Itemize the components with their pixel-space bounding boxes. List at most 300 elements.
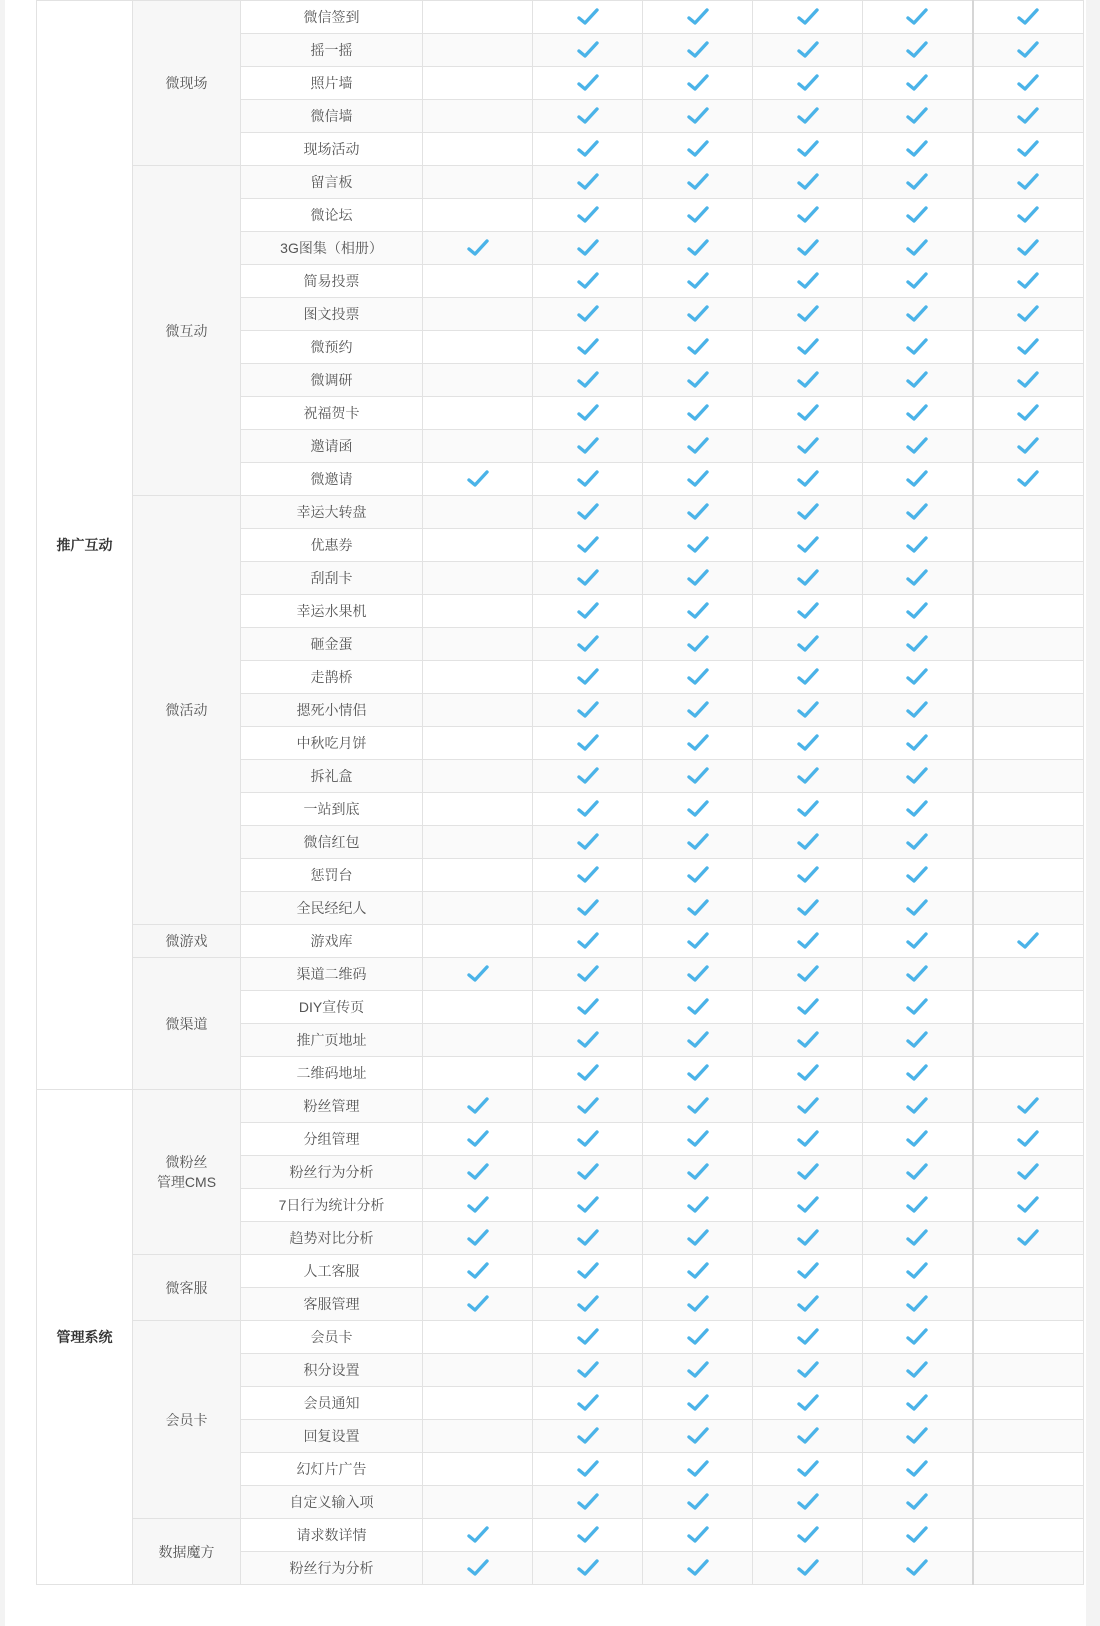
check-icon <box>797 1295 819 1313</box>
plan-cell <box>863 1057 973 1090</box>
plan-cell <box>863 1321 973 1354</box>
plan-cell <box>863 463 973 496</box>
check-icon <box>797 668 819 686</box>
plan-cell <box>533 562 643 595</box>
check-icon <box>906 1493 928 1511</box>
plan-cell <box>863 1354 973 1387</box>
feature-label: 请求数详情 <box>241 1519 423 1552</box>
check-icon <box>797 107 819 125</box>
plan-cell <box>863 661 973 694</box>
check-icon <box>906 734 928 752</box>
plan-cell <box>973 1156 1084 1189</box>
plan-cell <box>973 430 1084 463</box>
feature-label: 粉丝管理 <box>241 1090 423 1123</box>
plan-cell <box>423 1453 533 1486</box>
check-icon <box>687 668 709 686</box>
check-icon <box>687 635 709 653</box>
group-label: 微互动 <box>133 166 241 496</box>
plan-cell <box>423 1123 533 1156</box>
plan-cell <box>533 1123 643 1156</box>
feature-label: 一站到底 <box>241 793 423 826</box>
check-icon <box>906 206 928 224</box>
plan-cell <box>643 298 753 331</box>
plan-cell <box>423 1552 533 1585</box>
plan-cell <box>533 595 643 628</box>
check-icon <box>687 1295 709 1313</box>
check-icon <box>797 470 819 488</box>
plan-cell <box>533 1090 643 1123</box>
check-icon <box>797 8 819 26</box>
plan-cell <box>643 463 753 496</box>
check-icon <box>467 1559 489 1577</box>
plan-cell <box>533 1255 643 1288</box>
plan-cell <box>973 562 1084 595</box>
check-icon <box>797 767 819 785</box>
plan-cell <box>753 232 863 265</box>
check-icon <box>467 965 489 983</box>
check-icon <box>797 239 819 257</box>
plan-cell <box>753 1519 863 1552</box>
plan-cell <box>423 1189 533 1222</box>
check-icon <box>1017 239 1039 257</box>
check-icon <box>906 74 928 92</box>
plan-cell <box>863 958 973 991</box>
plan-cell <box>753 67 863 100</box>
plan-cell <box>643 331 753 364</box>
check-icon <box>906 503 928 521</box>
check-icon <box>906 536 928 554</box>
feature-label: 幻灯片广告 <box>241 1453 423 1486</box>
plan-cell <box>423 1090 533 1123</box>
check-icon <box>797 734 819 752</box>
feature-label: 分组管理 <box>241 1123 423 1156</box>
plan-cell <box>863 1453 973 1486</box>
plan-cell <box>423 133 533 166</box>
check-icon <box>687 701 709 719</box>
group-label: 微游戏 <box>133 925 241 958</box>
check-icon <box>906 140 928 158</box>
feature-label: 渠道二维码 <box>241 958 423 991</box>
check-icon <box>687 1196 709 1214</box>
check-icon <box>797 74 819 92</box>
check-icon <box>577 1262 599 1280</box>
plan-cell <box>753 958 863 991</box>
check-icon <box>906 437 928 455</box>
check-icon <box>797 272 819 290</box>
plan-cell <box>863 133 973 166</box>
plan-cell <box>423 397 533 430</box>
feature-label: 微邀请 <box>241 463 423 496</box>
plan-cell <box>423 463 533 496</box>
plan-cell <box>753 100 863 133</box>
plan-cell <box>423 199 533 232</box>
plan-cell <box>753 1453 863 1486</box>
plan-cell <box>753 991 863 1024</box>
plan-cell <box>973 34 1084 67</box>
plan-cell <box>643 166 753 199</box>
plan-cell <box>533 298 643 331</box>
check-icon <box>797 965 819 983</box>
plan-cell <box>973 1321 1084 1354</box>
check-icon <box>687 767 709 785</box>
plan-cell <box>643 100 753 133</box>
group-label: 会员卡 <box>133 1321 241 1519</box>
check-icon <box>687 41 709 59</box>
plan-cell <box>423 925 533 958</box>
check-icon <box>687 140 709 158</box>
check-icon <box>797 1229 819 1247</box>
check-icon <box>467 1295 489 1313</box>
plan-cell <box>423 364 533 397</box>
check-icon <box>577 932 599 950</box>
plan-cell <box>973 1288 1084 1321</box>
plan-cell <box>533 166 643 199</box>
plan-cell <box>753 364 863 397</box>
plan-cell <box>753 265 863 298</box>
check-icon <box>577 899 599 917</box>
plan-cell <box>973 1519 1084 1552</box>
plan-cell <box>753 1123 863 1156</box>
plan-cell <box>753 1420 863 1453</box>
plan-cell <box>423 1420 533 1453</box>
plan-cell <box>533 661 643 694</box>
plan-cell <box>863 364 973 397</box>
plan-cell <box>533 34 643 67</box>
plan-cell <box>973 529 1084 562</box>
check-icon <box>797 998 819 1016</box>
plan-cell <box>423 331 533 364</box>
plan-cell <box>423 1222 533 1255</box>
table-row <box>37 1090 1084 1123</box>
plan-cell <box>973 1123 1084 1156</box>
check-icon <box>797 1559 819 1577</box>
check-icon <box>577 965 599 983</box>
check-icon <box>577 503 599 521</box>
plan-cell <box>533 859 643 892</box>
check-icon <box>577 1295 599 1313</box>
check-icon <box>577 833 599 851</box>
check-icon <box>1017 173 1039 191</box>
plan-cell <box>753 1288 863 1321</box>
plan-cell <box>753 1024 863 1057</box>
plan-cell <box>863 166 973 199</box>
check-icon <box>687 1493 709 1511</box>
plan-cell <box>643 1288 753 1321</box>
check-icon <box>797 1097 819 1115</box>
plan-cell <box>423 1519 533 1552</box>
check-icon <box>467 1097 489 1115</box>
check-icon <box>577 536 599 554</box>
feature-label: 优惠券 <box>241 529 423 562</box>
check-icon <box>577 206 599 224</box>
table-row <box>37 496 1084 529</box>
feature-label: 幸运大转盘 <box>241 496 423 529</box>
check-icon <box>467 1229 489 1247</box>
plan-cell <box>973 463 1084 496</box>
plan-cell <box>643 199 753 232</box>
plan-cell <box>533 628 643 661</box>
plan-cell <box>973 694 1084 727</box>
check-icon <box>906 173 928 191</box>
plan-cell <box>753 496 863 529</box>
check-icon <box>577 1361 599 1379</box>
feature-label: 微信红包 <box>241 826 423 859</box>
plan-cell <box>753 694 863 727</box>
plan-cell <box>753 595 863 628</box>
plan-cell <box>863 1090 973 1123</box>
check-icon <box>797 833 819 851</box>
plan-cell <box>863 859 973 892</box>
feature-label: 推广页地址 <box>241 1024 423 1057</box>
check-icon <box>797 173 819 191</box>
plan-cell <box>753 1552 863 1585</box>
check-icon <box>906 41 928 59</box>
plan-cell <box>533 1156 643 1189</box>
check-icon <box>906 899 928 917</box>
plan-cell <box>973 760 1084 793</box>
plan-cell <box>533 331 643 364</box>
check-icon <box>687 536 709 554</box>
plan-cell <box>973 1 1084 34</box>
check-icon <box>577 140 599 158</box>
check-icon <box>577 1196 599 1214</box>
check-icon <box>906 239 928 257</box>
feature-label: 会员卡 <box>241 1321 423 1354</box>
plan-cell <box>973 1453 1084 1486</box>
plan-cell <box>753 1156 863 1189</box>
plan-cell <box>973 166 1084 199</box>
feature-label: 微论坛 <box>241 199 423 232</box>
feature-label: 自定义输入项 <box>241 1486 423 1519</box>
feature-label: 人工客服 <box>241 1255 423 1288</box>
plan-cell <box>863 199 973 232</box>
plan-cell <box>533 100 643 133</box>
plan-cell <box>423 1321 533 1354</box>
group-label: 微渠道 <box>133 958 241 1090</box>
plan-cell <box>753 1354 863 1387</box>
check-icon <box>1017 932 1039 950</box>
check-icon <box>797 1361 819 1379</box>
check-icon <box>577 239 599 257</box>
plan-cell <box>643 232 753 265</box>
check-icon <box>1017 206 1039 224</box>
plan-cell <box>863 1 973 34</box>
check-icon <box>687 1262 709 1280</box>
check-icon <box>906 833 928 851</box>
plan-cell <box>753 892 863 925</box>
check-icon <box>906 404 928 422</box>
plan-cell <box>753 529 863 562</box>
check-icon <box>577 338 599 356</box>
plan-cell <box>863 34 973 67</box>
plan-cell <box>533 364 643 397</box>
check-icon <box>797 866 819 884</box>
table-row <box>37 925 1084 958</box>
plan-cell <box>753 1255 863 1288</box>
plan-cell <box>863 628 973 661</box>
plan-cell <box>533 793 643 826</box>
plan-cell <box>533 892 643 925</box>
group-label: 微活动 <box>133 496 241 925</box>
check-icon <box>797 305 819 323</box>
plan-cell <box>643 430 753 463</box>
plan-cell <box>643 1156 753 1189</box>
check-icon <box>906 767 928 785</box>
check-icon <box>687 965 709 983</box>
feature-label: 走鹊桥 <box>241 661 423 694</box>
plan-cell <box>643 925 753 958</box>
feature-label: 积分设置 <box>241 1354 423 1387</box>
check-icon <box>797 371 819 389</box>
plan-cell <box>973 1255 1084 1288</box>
check-icon <box>687 734 709 752</box>
check-icon <box>906 701 928 719</box>
plan-cell <box>863 1519 973 1552</box>
check-icon <box>687 1064 709 1082</box>
plan-cell <box>753 34 863 67</box>
check-icon <box>797 404 819 422</box>
check-icon <box>577 8 599 26</box>
check-icon <box>797 503 819 521</box>
plan-cell <box>533 529 643 562</box>
check-icon <box>687 107 709 125</box>
plan-cell <box>533 265 643 298</box>
plan-cell <box>423 1156 533 1189</box>
plan-cell <box>973 1387 1084 1420</box>
check-icon <box>906 1361 928 1379</box>
plan-cell <box>423 232 533 265</box>
check-icon <box>797 932 819 950</box>
check-icon <box>577 734 599 752</box>
plan-cell <box>643 991 753 1024</box>
table-row <box>37 1519 1084 1552</box>
check-icon <box>797 1031 819 1049</box>
feature-label: 游戏库 <box>241 925 423 958</box>
check-icon <box>906 1064 928 1082</box>
plan-cell <box>753 430 863 463</box>
plan-cell <box>533 1321 643 1354</box>
check-icon <box>906 1460 928 1478</box>
plan-cell <box>533 1 643 34</box>
plan-cell <box>533 1288 643 1321</box>
check-icon <box>577 173 599 191</box>
plan-cell <box>533 1057 643 1090</box>
check-icon <box>577 107 599 125</box>
plan-cell <box>863 1255 973 1288</box>
check-icon <box>797 1196 819 1214</box>
plan-cell <box>863 1486 973 1519</box>
plan-cell <box>863 925 973 958</box>
check-icon <box>687 866 709 884</box>
check-icon <box>906 932 928 950</box>
plan-cell <box>423 595 533 628</box>
plan-cell <box>643 1486 753 1519</box>
feature-label: 刮刮卡 <box>241 562 423 595</box>
plan-cell <box>753 925 863 958</box>
plan-cell <box>533 1222 643 1255</box>
check-icon <box>906 800 928 818</box>
plan-cell <box>423 166 533 199</box>
check-icon <box>1017 1196 1039 1214</box>
category-label: 管理系统 <box>37 1090 133 1585</box>
plan-cell <box>973 826 1084 859</box>
check-icon <box>1017 140 1039 158</box>
check-icon <box>906 1196 928 1214</box>
feature-label: 3G图集（相册） <box>241 232 423 265</box>
plan-cell <box>863 1222 973 1255</box>
check-icon <box>577 305 599 323</box>
check-icon <box>687 305 709 323</box>
plan-cell <box>533 958 643 991</box>
plan-cell <box>863 1024 973 1057</box>
check-icon <box>906 1097 928 1115</box>
plan-cell <box>973 331 1084 364</box>
plan-cell <box>423 67 533 100</box>
check-icon <box>797 899 819 917</box>
plan-cell <box>643 694 753 727</box>
check-icon <box>687 239 709 257</box>
plan-cell <box>533 1519 643 1552</box>
plan-cell <box>863 1387 973 1420</box>
plan-cell <box>863 826 973 859</box>
feature-label: 客服管理 <box>241 1288 423 1321</box>
feature-label: 中秋吃月饼 <box>241 727 423 760</box>
check-icon <box>906 998 928 1016</box>
plan-cell <box>753 1 863 34</box>
plan-cell <box>753 1387 863 1420</box>
plan-cell <box>643 793 753 826</box>
check-icon <box>577 1031 599 1049</box>
feature-label: 摁死小情侣 <box>241 694 423 727</box>
check-icon <box>797 1427 819 1445</box>
check-icon <box>577 800 599 818</box>
check-icon <box>687 1526 709 1544</box>
check-icon <box>1017 74 1039 92</box>
feature-label: 7日行为统计分析 <box>241 1189 423 1222</box>
check-icon <box>1017 8 1039 26</box>
check-icon <box>467 470 489 488</box>
check-icon <box>797 635 819 653</box>
plan-cell <box>643 529 753 562</box>
check-icon <box>906 965 928 983</box>
check-icon <box>906 107 928 125</box>
check-icon <box>1017 437 1039 455</box>
plan-cell <box>863 232 973 265</box>
plan-cell <box>753 760 863 793</box>
check-icon <box>906 338 928 356</box>
check-icon <box>797 701 819 719</box>
plan-cell <box>973 1354 1084 1387</box>
check-icon <box>577 1097 599 1115</box>
plan-cell <box>423 661 533 694</box>
check-icon <box>797 536 819 554</box>
plan-cell <box>643 1321 753 1354</box>
plan-cell <box>973 1222 1084 1255</box>
plan-cell <box>643 1552 753 1585</box>
plan-cell <box>643 1090 753 1123</box>
plan-cell <box>753 859 863 892</box>
plan-cell <box>423 1 533 34</box>
plan-cell <box>423 529 533 562</box>
plan-cell <box>863 496 973 529</box>
check-icon <box>687 404 709 422</box>
plan-cell <box>643 1420 753 1453</box>
plan-cell <box>643 1255 753 1288</box>
feature-label: 粉丝行为分析 <box>241 1552 423 1585</box>
plan-cell <box>643 1024 753 1057</box>
plan-cell <box>423 760 533 793</box>
check-icon <box>906 602 928 620</box>
